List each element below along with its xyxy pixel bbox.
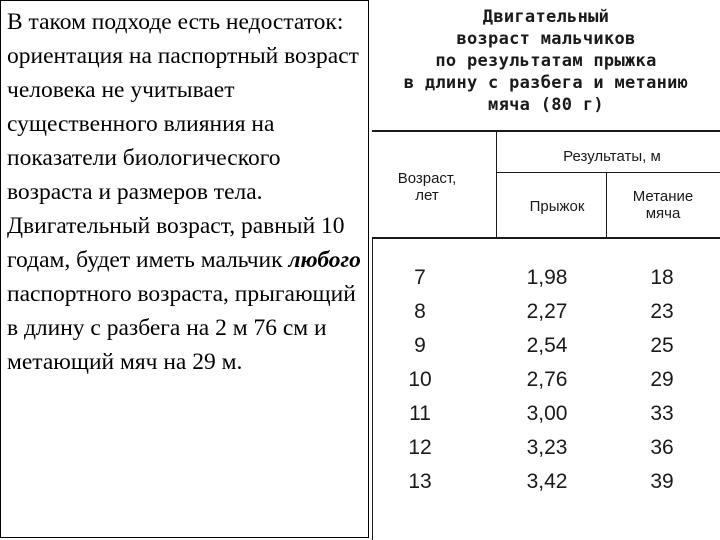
cell-age: 12 <box>408 436 432 459</box>
title-line: по результатам прыжка <box>435 51 657 71</box>
emphasized-word: любого <box>288 247 361 273</box>
table-left-border <box>372 239 373 540</box>
title-line: в длину с разбега и метанию <box>403 73 689 93</box>
cell-ball: 23 <box>650 300 674 323</box>
cell-age: 7 <box>414 266 426 289</box>
cell-ball: 33 <box>650 402 674 425</box>
cell-ball: 25 <box>650 334 674 357</box>
cell-jump: 3,23 <box>526 436 568 459</box>
top-rule <box>372 130 720 132</box>
body-paragraph <box>7 5 368 379</box>
results-rule <box>496 172 720 173</box>
cell-jump: 2,76 <box>526 368 568 391</box>
header-results: Результаты, м <box>563 148 661 165</box>
cell-age: 9 <box>414 334 426 357</box>
cell-ball: 18 <box>650 266 674 289</box>
cell-age: 11 <box>409 402 431 425</box>
cell-ball: 29 <box>650 368 674 391</box>
cell-ball: 39 <box>650 470 674 493</box>
title-line: мяча (80 г) <box>488 95 604 115</box>
age-column-divider <box>496 132 497 237</box>
cell-jump: 2,54 <box>526 334 568 357</box>
cell-jump: 3,42 <box>526 470 568 493</box>
title-line: Двигательный <box>482 7 610 27</box>
jump-column-divider <box>606 172 607 237</box>
paragraph-text: В таком подходе есть недостаток: ориентация на паспортный возраст человека не учитывает существенного влияния на показатели биологического возраста и размеров тела. Двигательный возраст, равный 10 годам, будет иметь мальчик <box>7 9 359 273</box>
cell-age: 8 <box>414 300 426 323</box>
header-jump: Прыжок <box>529 198 585 215</box>
header-ball: Метание мяча <box>632 188 694 222</box>
title-line: возраст мальчиков <box>456 29 636 49</box>
header-age: Возраст, лет <box>397 170 457 204</box>
cell-age: 13 <box>408 470 432 493</box>
cell-jump: 2,27 <box>526 300 568 323</box>
cell-age: 10 <box>408 368 432 391</box>
table-figure <box>372 0 720 540</box>
paragraph-text-end: паспортного возраста, прыгающий в длину с разбега на 2 м 76 см и метающий мяч на 29 м. <box>7 281 356 375</box>
table-title <box>372 6 720 116</box>
cell-jump: 1,98 <box>526 266 568 289</box>
header-bottom-rule <box>372 237 720 239</box>
cell-ball: 36 <box>650 436 674 459</box>
cell-jump: 3,00 <box>526 402 568 425</box>
